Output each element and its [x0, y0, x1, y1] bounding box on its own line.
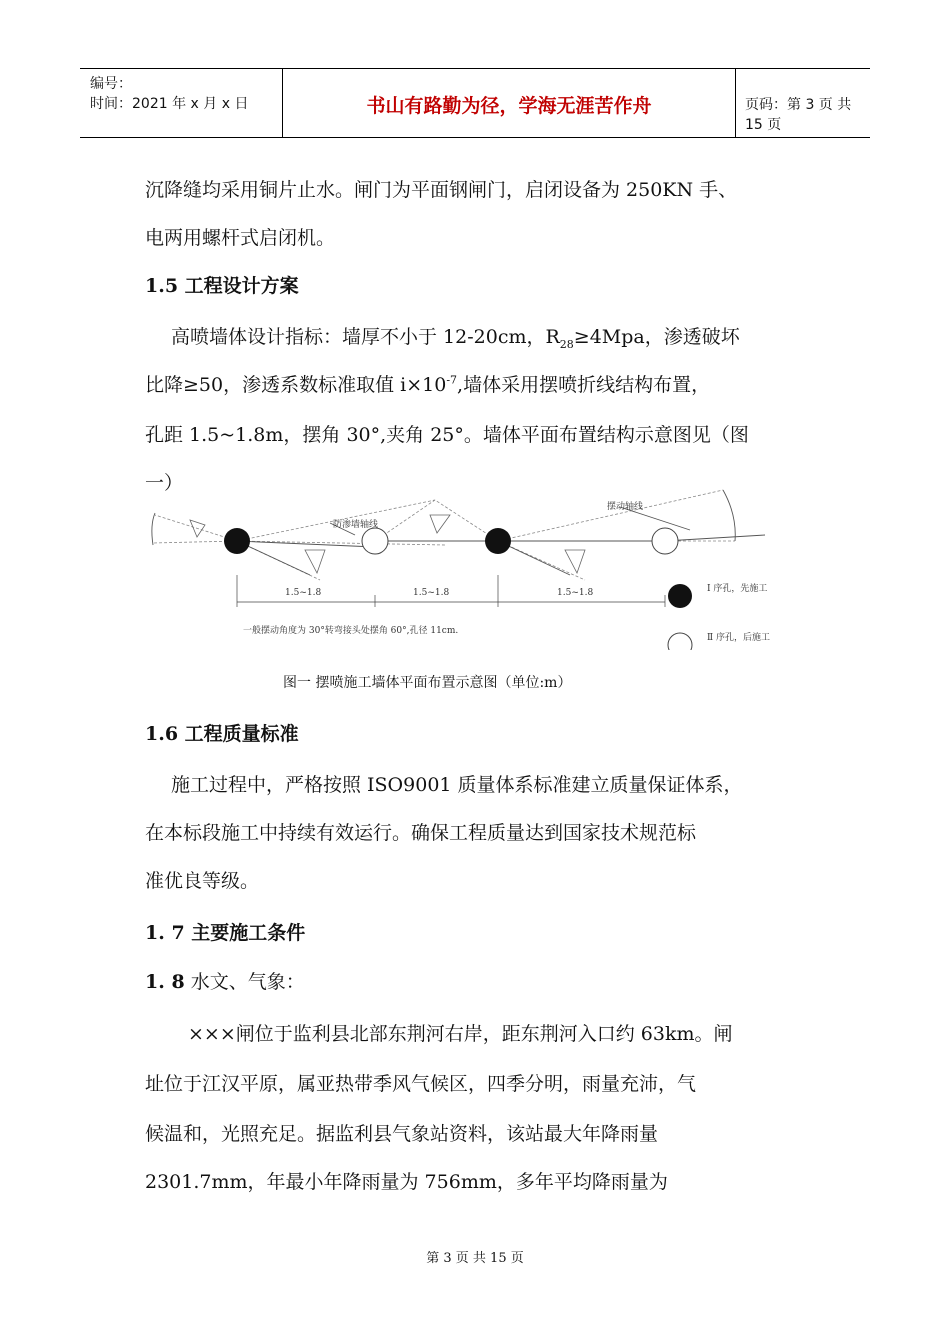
- wall-layout-diagram: [145, 485, 825, 650]
- dimension-label: 1.5~1.8: [285, 588, 322, 598]
- paragraph-line: 孔距 1.5~1.8m，摆角 30°,夹角 25°。墙体平面布置结构示意图见（图: [145, 424, 749, 446]
- header-motto-cell: [282, 69, 736, 137]
- figure-caption: 图一 摆喷施工墙体平面布置示意图（单位:m）: [283, 675, 572, 691]
- paragraph-line: 在本标段施工中持续有效运行。确保工程质量达到国家技术规范标: [145, 822, 697, 844]
- heading-number: 1. 8: [145, 971, 185, 993]
- heading-text: 水文、气象：: [184, 971, 305, 993]
- paragraph-line: 沉降缝均采用铜片止水。闸门为平面钢闸门，启闭设备为 250KN 手、: [145, 179, 738, 201]
- legend-secondary-label: Ⅱ 序孔，后施工: [707, 633, 770, 643]
- paragraph-line: 址位于江汉平原，属亚热带季风气候区，四季分明，雨量充沛，气: [145, 1073, 697, 1095]
- primary-hole: [485, 528, 511, 554]
- paragraph-line: 准优良等级。: [145, 870, 260, 892]
- paragraph-line: 2301.7mm，年最小年降雨量为 756mm，多年平均降雨量为: [145, 1171, 668, 1193]
- dimension-label: 1.5~1.8: [557, 588, 594, 598]
- section-heading-1-7: 1. 7 主要施工条件: [145, 922, 306, 944]
- paragraph-line: 电两用螺杆式启闭机。: [145, 227, 336, 249]
- legend-secondary-swatch: [668, 633, 692, 650]
- figure-note: 一般摆动角度为 30°转弯接头处摆角 60°,孔径 11cm.: [243, 626, 459, 636]
- header-left-cell: [80, 69, 282, 137]
- text-run: ,墙体采用摆喷折线结构布置，: [457, 374, 711, 396]
- secondary-hole: [652, 528, 678, 554]
- legend-primary-swatch: [668, 584, 692, 608]
- text-run: 高喷墙体设计指标：墙厚不小于 12-20cm，R: [171, 326, 560, 348]
- secondary-hole: [362, 528, 388, 554]
- wall-axis-label: 防渗墙轴线: [333, 520, 379, 530]
- text-run: 比降≥50，渗透系数标准取值 i×10: [145, 374, 447, 396]
- header-page-info: 页码：第 3 页 共 15 页: [745, 97, 852, 133]
- text-run: ≥4Mpa，渗透破坏: [573, 326, 740, 348]
- document-number-label: 编号：: [90, 76, 132, 92]
- paragraph-line: 候温和，光照充足。据监利县气象站资料，该站最大年降雨量: [145, 1123, 659, 1145]
- paragraph-line: ×××闸位于监利县北部东荆河右岸，距东荆河入口约 63km。闸: [188, 1023, 733, 1045]
- page-header: [80, 68, 870, 138]
- subscript: 28: [559, 337, 574, 351]
- section-heading-1-5: 1.5 工程设计方案: [145, 275, 299, 297]
- paragraph-line: 施工过程中，严格按照 ISO9001 质量体系标准建立质量保证体系，: [171, 774, 743, 796]
- section-heading-1-8: [145, 967, 305, 994]
- primary-hole: [224, 528, 250, 554]
- document-date: 时间：2021 年 x 月 x 日: [90, 96, 249, 112]
- dimension-label: 1.5~1.8: [413, 588, 450, 598]
- superscript: -7: [446, 373, 458, 387]
- section-heading-1-6: 1.6 工程质量标准: [145, 723, 299, 745]
- paragraph-line: [171, 322, 740, 351]
- paragraph-line: 一）: [145, 472, 184, 494]
- legend-primary-label: Ⅰ 序孔，先施工: [707, 584, 768, 594]
- paragraph-line: [145, 370, 710, 397]
- page-footer: 第 3 页 共 15 页: [426, 1251, 524, 1266]
- swing-axis-label: 摆动轴线: [607, 502, 644, 512]
- header-right-cell: [735, 69, 870, 137]
- header-motto: 书山有路勤为径，学海无涯苦作舟: [366, 95, 652, 117]
